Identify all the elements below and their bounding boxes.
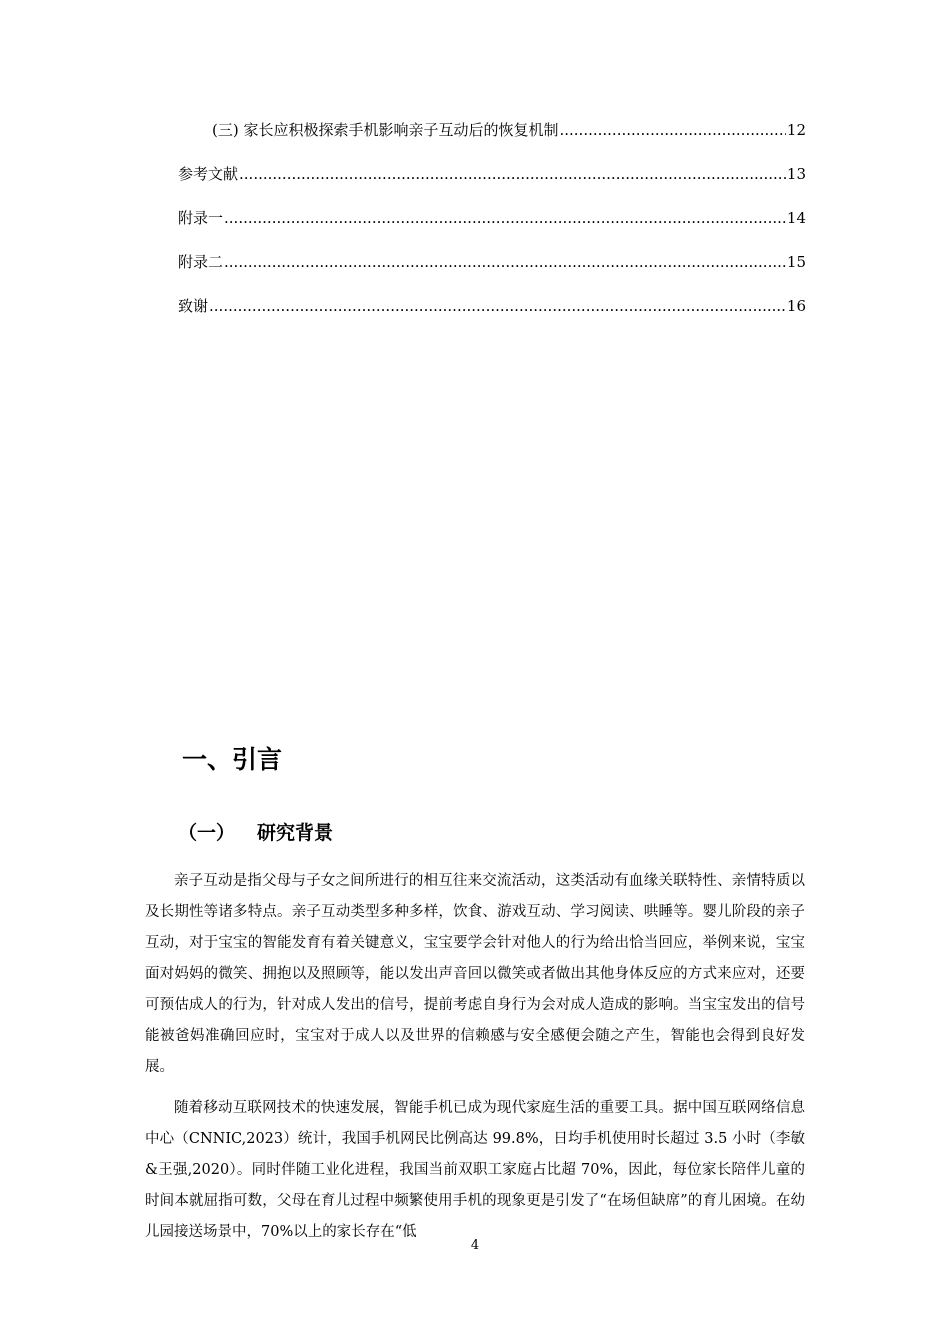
toc-entry[interactable] bbox=[178, 118, 806, 162]
toc-entry-label: 参考文献 bbox=[178, 165, 239, 183]
toc-entry-page: 13 bbox=[786, 165, 806, 183]
body-text bbox=[145, 866, 805, 1258]
toc-entry-label: 致谢 bbox=[178, 297, 209, 315]
toc-entry-label: 附录一 bbox=[178, 209, 224, 227]
toc-entry[interactable] bbox=[178, 162, 806, 206]
toc-entry[interactable] bbox=[178, 250, 806, 294]
subsection-heading bbox=[178, 817, 333, 849]
paragraph: 随着移动互联网技术的快速发展，智能手机已成为现代家庭生活的重要工具。据中国互联网络信息中心（CNNIC,2023）统计，我国手机网民比例高达 99.8%，日均手机使用时长超过 3.5 小时（李敏&王强,2020）。同时伴随工业化进程，我国当前双职工家庭占比超 70%，因此，每位家长陪伴儿童的时间本就屈指可数，父母在育儿过程中频繁使用手机的现象更是引发了“在场但缺席”的育儿困境。在幼儿园接送场景中，70%以上的家长存在“低 bbox=[145, 1100, 805, 1240]
page-number: 4 bbox=[470, 1238, 480, 1253]
subsection-title: 研究背景 bbox=[257, 822, 334, 844]
toc-leader-dots bbox=[239, 162, 786, 186]
paragraph: 亲子互动是指父母与子女之间所进行的相互往来交流活动，这类活动有血缘关联特性、亲情特质以及长期性等诸多特点。亲子互动类型多种多样，饮食、游戏互动、学习阅读、哄睡等。婴儿阶段的亲子互动，对于宝宝的智能发育有着关键意义，宝宝要学会针对他人的行为给出恰当回应，举例来说，宝宝面对妈妈的微笑、拥抱以及照顾等，能以发出声音回以微笑或者做出其他身体反应的方式来应对，还要可预估成人的行为，针对成人发出的信号，提前考虑自身行为会对成人造成的影响。当宝宝发出的信号能被爸妈准确回应时，宝宝对于成人以及世界的信赖感与安全感便会随之产生，智能也会得到良好发展。 bbox=[145, 873, 805, 1075]
toc-leader-dots bbox=[559, 118, 785, 142]
toc-entry-label: (三) 家长应积极探索手机影响亲子互动后的恢复机制 bbox=[212, 121, 559, 139]
toc-leader-dots bbox=[224, 206, 786, 230]
toc-entry-page: 12 bbox=[786, 121, 806, 139]
toc-entry-page: 16 bbox=[786, 297, 806, 315]
toc-entry-page: 14 bbox=[786, 209, 806, 227]
section-heading: 一、引言 bbox=[182, 745, 283, 774]
toc-leader-dots bbox=[224, 250, 786, 274]
toc-leader-dots bbox=[209, 294, 786, 318]
table-of-contents bbox=[178, 118, 806, 338]
toc-entry[interactable] bbox=[178, 206, 806, 250]
toc-entry-label: 附录二 bbox=[178, 253, 224, 271]
toc-entry-page: 15 bbox=[786, 253, 806, 271]
subsection-number: （一） bbox=[178, 822, 236, 844]
toc-entry[interactable] bbox=[178, 294, 806, 338]
